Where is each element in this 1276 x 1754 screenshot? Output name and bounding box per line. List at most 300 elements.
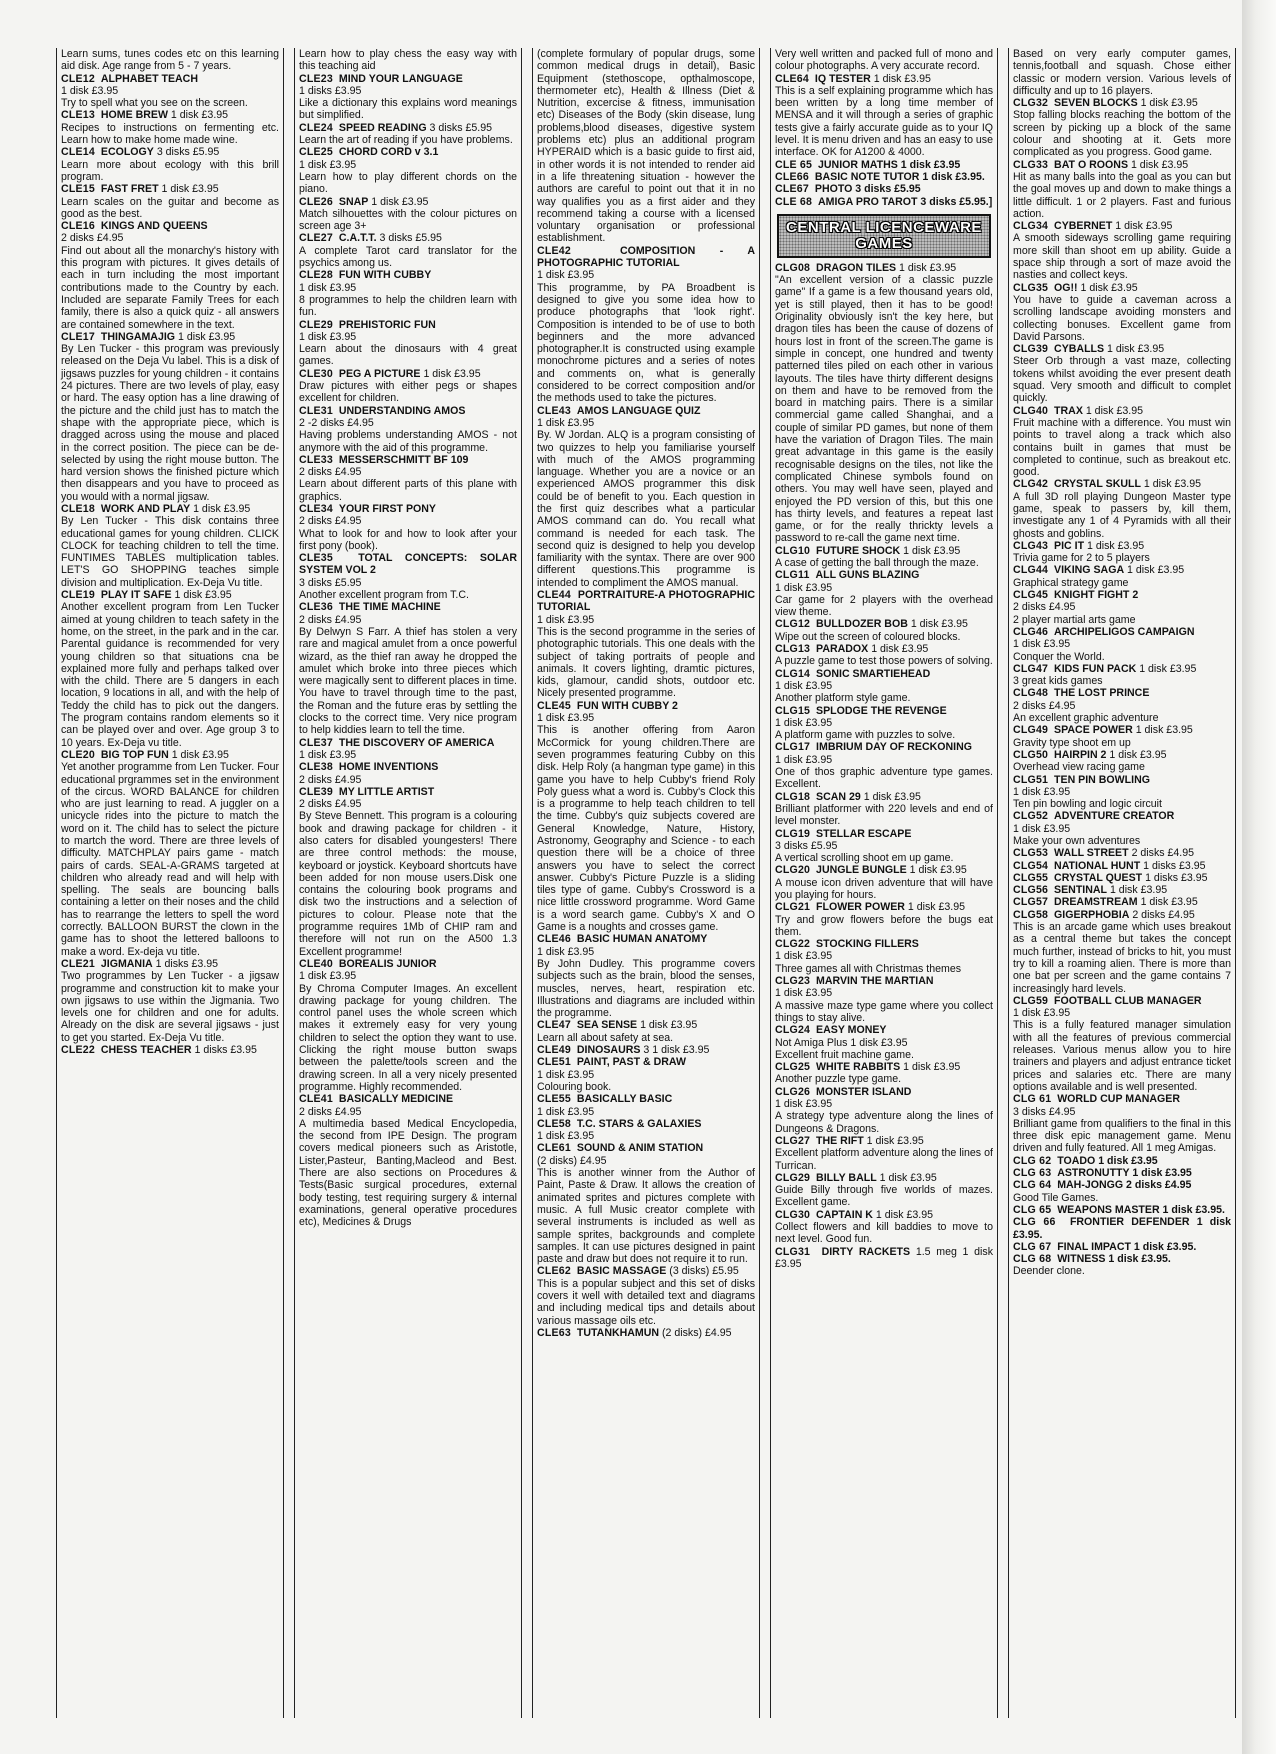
entry-heading bbox=[299, 73, 517, 85]
entry-code: CLG45 bbox=[1013, 589, 1049, 602]
entry-description: By Chroma Computer Images. An excellent drawing package for young children. The control panel uses the whole screen which makes it extremely easy for very young children to select the option they want to use. Clicking the right mouse button swaps between the palette/tools screen and the drawing screen. In all a very nicely presented programme. Highly recommended. bbox=[299, 982, 517, 1093]
entry-heading bbox=[775, 1135, 993, 1147]
entry-description: Ten pin bowling and logic circuit bbox=[1013, 798, 1162, 811]
entry-code: CLG23 bbox=[775, 975, 811, 988]
entry-description: Wipe out the screen of coloured blocks. bbox=[775, 630, 961, 643]
entry-description: Colouring book. bbox=[537, 1080, 612, 1093]
entry-info: 2 disks £4.95 bbox=[299, 613, 362, 626]
entry-info: 1 disk £3.95 bbox=[1109, 884, 1168, 897]
entry-heading bbox=[61, 146, 279, 158]
catalogue-entry bbox=[1013, 896, 1231, 908]
entry-code: CLE62 bbox=[537, 1265, 571, 1278]
catalogue-entry bbox=[537, 933, 755, 1019]
entry-title: SPEED READING bbox=[338, 121, 427, 134]
catalogue-entry bbox=[1013, 478, 1231, 539]
entry-heading bbox=[537, 1056, 755, 1068]
entry-info: 2 disks £4.95 bbox=[299, 1105, 362, 1118]
entry-title: THE TIME MACHINE bbox=[338, 601, 441, 614]
entry-description: Learn more about ecology with this brill program. bbox=[61, 158, 279, 183]
entry-title: THE DISCOVERY OF AMERICA bbox=[338, 736, 495, 749]
entry-code: CLG56 bbox=[1013, 884, 1049, 897]
entry-info: 1 disk £3.95 bbox=[875, 1208, 934, 1221]
entry-info: 1 disk £3.95 bbox=[423, 367, 481, 380]
entry-title: FINAL IMPACT 1 disk £3.95. bbox=[1057, 1240, 1197, 1253]
entry-description: You have to guide a caveman across a scrolling landscape avoiding monsters and collecting bonuses. Excellent game from David Parsons. bbox=[1013, 293, 1231, 343]
entry-info: 2 disks £4.95 bbox=[299, 515, 362, 528]
entry-description: Car game for 2 players with the overhead view theme. bbox=[775, 593, 993, 619]
catalogue-entry bbox=[1013, 626, 1231, 663]
entry-code: CLE29 bbox=[299, 318, 333, 331]
entry-info: 1 disk £3.95 bbox=[1115, 220, 1173, 233]
entry-heading bbox=[61, 749, 279, 761]
entry-title: DIRTY RACKETS bbox=[821, 1245, 911, 1258]
entry-info: 1 disk £3.95 bbox=[61, 84, 119, 97]
entry-heading bbox=[1013, 1216, 1231, 1241]
entry-code: CLE31 bbox=[299, 404, 333, 417]
catalogue-entry bbox=[1013, 1093, 1231, 1154]
entry-heading bbox=[1013, 663, 1231, 675]
entry-title: IMBRIUM DAY OF RECKONING bbox=[816, 741, 973, 754]
entry-heading bbox=[775, 159, 993, 171]
entry-code: CLG 61 bbox=[1013, 1093, 1052, 1106]
entry-heading bbox=[1013, 774, 1231, 786]
entry-code: CLG 68 bbox=[1013, 1253, 1052, 1266]
entry-description: Good Tile Games. bbox=[1013, 1191, 1099, 1204]
entry-title: FAST FRET bbox=[100, 183, 159, 196]
entry-heading bbox=[299, 232, 517, 244]
entry-heading bbox=[1013, 896, 1231, 908]
entry-description: Learn about the dinosaurs with 4 great games. bbox=[299, 343, 517, 368]
entry-heading bbox=[1013, 220, 1231, 232]
entry-description: Learn about different parts of this plane with graphics. bbox=[299, 478, 517, 503]
entry-info: 1 disk £3.95 bbox=[775, 581, 833, 594]
entry-description: Deender clone. bbox=[1013, 1265, 1085, 1278]
entry-heading bbox=[1013, 1179, 1231, 1191]
catalogue-entry bbox=[61, 109, 279, 146]
entry-heading bbox=[1013, 343, 1231, 355]
entry-code: CLG30 bbox=[775, 1208, 811, 1221]
entry-title: CRYSTAL SKULL bbox=[1054, 478, 1141, 491]
entry-description: By Steve Bennett. This program is a colouring book and drawing package for children - it also caters for disabled youngesters! There are three control methods: the mouse, keyboard or joystick. Keyboard shortcuts have been added for non mouse users.Disk one contains the colouring book programs and disk two the instructions and a selection of pictures to colour. Please note that the programme requires 1Mb of CHIP ram and therefore will not run on the A500 1.3 Excellent programme! bbox=[299, 810, 517, 958]
catalogue-entry bbox=[1013, 847, 1231, 859]
entry-info: 1 disk £3.95 bbox=[1080, 281, 1138, 294]
entry-title: BAT O ROONS bbox=[1054, 158, 1129, 171]
entry-info: 1 disk £3.95 bbox=[903, 544, 961, 557]
entry-title: AMIGA PRO TAROT 3 disks £5.95.] bbox=[818, 195, 993, 208]
entry-description: One of thos graphic adventure type games. Excellent. bbox=[775, 766, 993, 791]
entry-title: SPACE POWER bbox=[1054, 724, 1133, 737]
catalogue-entry bbox=[1013, 995, 1231, 1093]
entry-title: T.C. STARS & GALAXIES bbox=[576, 1117, 702, 1130]
entry-title: EASY MONEY bbox=[816, 1024, 887, 1037]
entry-description: This is an arcade game which uses breakout as a central theme but takes the concept much further, instead of bricks to hit, you must try to kill a roaming alien. There is more than one bat per screen and the game contains 7 increasingly hard levels. bbox=[1013, 921, 1231, 995]
entry-info: 1 disk £3.95 bbox=[1085, 404, 1143, 417]
entry-description: Recipes to instructions on fermenting etc. Learn how to make home made wine. bbox=[61, 121, 279, 147]
entry-description: Make your own adventures bbox=[1013, 835, 1141, 847]
entry-code: CLE26 bbox=[299, 195, 333, 208]
entry-description: A puzzle game to test those powers of solving. bbox=[775, 655, 993, 668]
entry-description: A complete Tarot card translator for the psychics among us. bbox=[299, 244, 517, 270]
catalogue-entry bbox=[1013, 1179, 1231, 1204]
entry-heading bbox=[537, 245, 755, 270]
entry-heading bbox=[299, 786, 517, 798]
entry-title: KINGS AND QUEENS bbox=[100, 220, 208, 233]
entry-description: Steer Orb through a vast maze, collecting tokens whilst avoiding the ever present death squad. Very smooth and difficult to complet quickly. bbox=[1013, 355, 1231, 405]
catalogue-entry bbox=[299, 958, 517, 1093]
catalogue-entry bbox=[61, 73, 279, 110]
entry-heading bbox=[1013, 810, 1231, 822]
entry-heading bbox=[1013, 478, 1231, 490]
entry-code: CLE13 bbox=[61, 109, 95, 122]
entry-title: UNDERSTANDING AMOS bbox=[338, 404, 466, 417]
entry-code: CLG53 bbox=[1013, 847, 1049, 860]
entry-code: CLG47 bbox=[1013, 662, 1049, 675]
entry-title: PORTRAITURE-A PHOTOGRAPHIC TUTORIAL bbox=[537, 589, 755, 614]
entry-title: BIG TOP FUN bbox=[100, 748, 169, 761]
entry-code: CLE12 bbox=[61, 72, 95, 85]
entry-info: 1 disk £3.95 bbox=[1140, 97, 1198, 110]
entry-info: 1 disk £3.95 bbox=[879, 1171, 937, 1184]
entry-code: CLG14 bbox=[775, 667, 811, 680]
entry-info: 1 disk £3.95 bbox=[299, 970, 357, 983]
entry-code: CLG20 bbox=[775, 864, 811, 877]
entry-code: CLG24 bbox=[775, 1024, 811, 1037]
entry-heading bbox=[299, 269, 517, 281]
entry-title: C.A.T.T. bbox=[338, 232, 377, 245]
entry-description: Another puzzle type game. bbox=[775, 1073, 902, 1086]
catalogue-entry bbox=[775, 183, 993, 195]
entry-description: Three games all with Christmas themes bbox=[775, 962, 962, 975]
entry-info: 3 disks £5.95 bbox=[775, 839, 838, 852]
catalogue-entry bbox=[775, 828, 993, 865]
entry-info: 1 disk £3.95 bbox=[1140, 896, 1198, 909]
catalogue-entry bbox=[775, 1086, 993, 1135]
entry-info: 3 disks £5.95 bbox=[379, 232, 442, 245]
entry-code: CLG57 bbox=[1013, 896, 1049, 909]
entry-info: 1 disk £3.95 bbox=[1109, 748, 1167, 761]
entry-code: CLG 64 bbox=[1013, 1179, 1052, 1192]
catalogue-entry bbox=[1013, 48, 1231, 97]
entry-description: This programme, by PA Broadbent is designed to give you some idea how to produce photographs that 'look right'. Composition is intended to be of use to both beginners and the more advanced photographer.It is constructed using example monochrome pictures and a series of notes and comments on, what is generally considered to be correct composition and/or the methods used to take the pictures. bbox=[537, 281, 755, 405]
entry-info: 1 disk £3.95 bbox=[775, 1098, 833, 1111]
entry-title: SENTINAL bbox=[1054, 884, 1108, 897]
entry-description: A smooth sideways scrolling game requiring more skill than shoot em up ability. Guide a space ship through a sort of maze avoid the nasties and collect keys. bbox=[1013, 232, 1231, 282]
entry-heading bbox=[1013, 1241, 1231, 1253]
entry-info: 1 disk £3.95 bbox=[775, 950, 833, 963]
entry-code: CLE18 bbox=[61, 502, 95, 515]
entry-heading bbox=[1013, 564, 1231, 576]
entry-title: PEG A PICTURE bbox=[338, 367, 421, 380]
catalogue-entry bbox=[1013, 564, 1231, 589]
entry-heading bbox=[1013, 724, 1231, 736]
page-edge bbox=[1242, 0, 1276, 1754]
entry-code: CLG19 bbox=[775, 827, 811, 840]
entry-info: 3 1 disk £3.95 bbox=[643, 1044, 710, 1057]
entry-heading bbox=[1013, 1204, 1231, 1216]
entry-title: FRONTIER DEFENDER 1 disk £3.95. bbox=[1013, 1216, 1232, 1241]
entry-title: HOME INVENTIONS bbox=[338, 761, 439, 774]
entry-title: CHESS TEACHER bbox=[100, 1044, 192, 1057]
entry-info: 1 disk £3.95 bbox=[161, 183, 219, 196]
catalogue-entry bbox=[299, 761, 517, 786]
entry-heading bbox=[775, 262, 993, 274]
entry-heading bbox=[299, 737, 517, 749]
entry-title: BASICALLY MEDICINE bbox=[338, 1093, 454, 1106]
entry-code: CLE17 bbox=[61, 330, 95, 343]
entry-code: CLE41 bbox=[299, 1093, 333, 1106]
catalogue-entry bbox=[775, 1246, 993, 1271]
catalogue-entry bbox=[1013, 749, 1231, 774]
entry-code: CLE42 bbox=[537, 244, 571, 257]
entry-code: CLG22 bbox=[775, 938, 811, 951]
entry-info: 1 disk £3.95 bbox=[866, 1134, 924, 1147]
entry-description: This is the second programme in the series of photographic tutorials. This one deals with the subject of taking portraits of people and animals. It covers lighting, dramtic pictures, kids, glamour, candid shots, outdoor etc. Nicely presented programme. bbox=[537, 625, 755, 700]
entry-info: 1 disk £3.95 bbox=[537, 945, 595, 958]
entry-title: IQ TESTER bbox=[814, 72, 871, 85]
entry-info: 1 disk £3.95 bbox=[537, 1068, 595, 1081]
entry-code: CLG34 bbox=[1013, 220, 1049, 233]
catalogue-entry bbox=[775, 618, 993, 643]
entry-heading bbox=[537, 1093, 755, 1105]
entry-title: WORLD CUP MANAGER bbox=[1057, 1093, 1180, 1106]
entry-info: 1 disk £3.95 bbox=[775, 716, 833, 729]
entry-code: CLE61 bbox=[537, 1142, 571, 1155]
entry-code: CLG11 bbox=[775, 569, 810, 582]
entry-heading bbox=[299, 122, 517, 134]
catalogue-entry bbox=[775, 975, 993, 1024]
entry-heading bbox=[61, 589, 279, 601]
entry-description: A full 3D roll playing Dungeon Master type game, speak to passers by, kill them, investigate any 1 of 4 Pyramids with all their ghosts and goblins. bbox=[1013, 490, 1231, 540]
entry-heading bbox=[299, 146, 517, 158]
entry-description: Brilliant game from qualifiers to the final in this three disk epic management game. Menu driven and fully featured. All 1 meg Amigas. bbox=[1013, 1117, 1231, 1155]
entry-heading bbox=[299, 196, 517, 208]
entry-info: 1 disks £3.95 bbox=[194, 1044, 257, 1057]
entry-title: ALPHABET TEACH bbox=[100, 72, 198, 85]
entry-heading bbox=[775, 545, 993, 557]
entry-title: TUTANKHAMUN bbox=[576, 1326, 660, 1339]
entry-title: THINGAMAJIG bbox=[100, 330, 176, 343]
entry-description: Hit as many balls into the goal as you can but the goal moves up and down to make things a little difficult. 1 or 2 players. Fast and furious action. bbox=[1013, 170, 1231, 220]
entry-code: CLG21 bbox=[775, 901, 811, 914]
catalogue-entry bbox=[1013, 1204, 1231, 1216]
catalogue-entry bbox=[299, 48, 517, 73]
entry-info: 2 disks £4.95 bbox=[299, 466, 362, 479]
entry-title: DREAMSTREAM bbox=[1054, 896, 1138, 909]
entry-heading bbox=[537, 1142, 755, 1154]
entry-code: CLE64 bbox=[775, 72, 809, 85]
entry-info: 1 disks £3.95 bbox=[155, 957, 219, 970]
entry-info: 1 disk £3.95 bbox=[177, 330, 236, 343]
entry-code: CLG18 bbox=[775, 790, 811, 803]
catalogue-entry bbox=[537, 48, 755, 245]
entry-code: CLG29 bbox=[775, 1171, 811, 1184]
entry-heading bbox=[775, 1246, 993, 1271]
catalogue-entry bbox=[537, 1044, 755, 1056]
catalogue-entry bbox=[775, 643, 993, 668]
entry-heading bbox=[299, 958, 517, 970]
entry-title: FUN WITH CUBBY bbox=[338, 269, 432, 282]
catalogue-entry bbox=[537, 405, 755, 589]
entry-title: MESSERSCHMITT BF 109 bbox=[338, 453, 469, 466]
entry-heading bbox=[775, 73, 993, 85]
entry-info: 3 disks £5.95 bbox=[429, 121, 492, 134]
entry-heading bbox=[61, 183, 279, 195]
entry-code: CLG44 bbox=[1013, 564, 1049, 577]
entry-heading bbox=[1013, 1167, 1231, 1179]
entry-info: 1 disk £3.95 bbox=[1013, 638, 1071, 651]
entry-code: CLE19 bbox=[61, 589, 95, 602]
entry-heading bbox=[1013, 1093, 1231, 1105]
entry-code: CLE25 bbox=[299, 146, 333, 159]
entry-title: SNAP bbox=[338, 195, 369, 208]
entry-code: CLE37 bbox=[299, 736, 333, 749]
entry-heading bbox=[775, 618, 993, 630]
catalogue-entry bbox=[1013, 282, 1231, 343]
catalogue-entry bbox=[775, 901, 993, 938]
catalogue-entry bbox=[299, 319, 517, 368]
catalogue-entry bbox=[1013, 589, 1231, 626]
column-3 bbox=[532, 48, 760, 1718]
entry-description: This is a self explaining programme which has been written by a long time member of MENSA and it will through a series of graphic tests give a fairly accurate guide as to your IQ level. It is menu driven and has an easy to use interface. OK for A1200 & 4000. bbox=[775, 84, 993, 159]
entry-info: 1 disks £3.95 bbox=[299, 84, 362, 97]
entry-code: CLG46 bbox=[1013, 625, 1049, 638]
entry-title: NATIONAL HUNT bbox=[1054, 859, 1141, 872]
column-2 bbox=[294, 48, 522, 1718]
entry-heading bbox=[299, 552, 517, 577]
entry-heading bbox=[775, 1086, 993, 1098]
entry-heading bbox=[537, 1327, 755, 1339]
entry-code: CLG49 bbox=[1013, 724, 1049, 737]
catalogue-entry bbox=[775, 569, 993, 618]
entry-heading bbox=[537, 589, 755, 614]
catalogue-entry bbox=[1013, 1216, 1231, 1241]
entry-code: CLE27 bbox=[299, 232, 333, 245]
entry-info: 1 disk £3.95 bbox=[1143, 478, 1202, 491]
entry-info: 2 disks £4.95 bbox=[1013, 699, 1076, 712]
catalogue-entry bbox=[299, 1093, 517, 1228]
entry-description: An excellent graphic adventure bbox=[1013, 712, 1159, 725]
entry-code: CLE49 bbox=[537, 1044, 571, 1057]
entry-info: 1 disk £3.95 bbox=[1130, 158, 1189, 171]
catalogue-entry bbox=[299, 601, 517, 736]
entry-title: SCAN 29 bbox=[816, 790, 861, 803]
entry-heading bbox=[775, 791, 993, 803]
entry-info: 3 disks £4.95 bbox=[1013, 1105, 1076, 1118]
entry-heading bbox=[775, 901, 993, 913]
entry-description: By. W Jordan. ALQ is a program consisting of two quizzes to help you familiarise yourself with much of the AMOS programming language. Whether you are a novice or an experienced AMOS programmer this disk could be of benefit to you. Each question in the first quiz describes what a particular AMOS command can do. You recall what command is needed for each task. The second quiz is designed to help you develop familiarity with the syntax. There are over 900 different questions.This programme is intended to compliment the AMOS manual. bbox=[537, 429, 755, 589]
entry-code: CLG15 bbox=[775, 704, 811, 717]
entry-info: 1 disk £3.95 bbox=[1013, 785, 1071, 798]
entry-heading bbox=[1013, 995, 1231, 1007]
entry-title: OG!! bbox=[1054, 281, 1078, 294]
catalogue-entry bbox=[1013, 343, 1231, 404]
entry-description: A platform game with puzzles to solve. bbox=[775, 729, 956, 742]
entry-title: GIGERPHOBIA bbox=[1054, 908, 1130, 921]
catalogue-entry bbox=[1013, 220, 1231, 281]
entry-title: KIDS FUN PACK bbox=[1054, 662, 1137, 675]
entry-info: 1 disk £3.95 bbox=[1139, 662, 1197, 675]
entry-description: A massive maze type game where you collect things to stay alive. bbox=[775, 999, 993, 1024]
catalogue-entry bbox=[299, 454, 517, 503]
entry-heading bbox=[537, 1044, 755, 1056]
entry-info: 1 disk £3.95 bbox=[909, 864, 967, 877]
entry-description: "An excellent version of a classic puzzle game" If a game is a few thousand years old, yet is still played, then it has to be good! Originality obviously isn't the key here, but dragon tiles has been the cause of dozens of hours lost in front of the screen.The game is simple in concept, one hundred and twenty patterned tiles piled on each other in various layouts. The tiles have thirty different designs on them and have to be removed from the board in matching pairs. There is a similar commercial game called Shanghai, and a couple of similar PD games, but none of them have the variation of Dragon Tiles. The main great advantage in this game is the easily recognisable designs on the tiles, not like the complicated Chinese symbols found on others. You may well have seen, played and enjoyed the PD version of this, but this one has thirty levels, and features a repeat last game, or for the really thrickty levels a password to re-call the game next time. bbox=[775, 274, 993, 545]
entry-heading bbox=[61, 1044, 279, 1056]
entry-title: WITNESS 1 disk £3.95. bbox=[1057, 1253, 1171, 1266]
entry-code: CLG58 bbox=[1013, 908, 1049, 921]
column-5 bbox=[1008, 48, 1236, 1718]
entry-description: By John Dudley. This programme covers subjects such as the brain, blood the senses, muscles, nerves, heart, respiration etc. Illustrations and diagrams are included within the programme. bbox=[537, 957, 755, 1020]
entry-code: CLE67 bbox=[775, 183, 809, 196]
entry-code: CLE44 bbox=[537, 589, 571, 602]
entry-heading bbox=[1013, 282, 1231, 294]
entry-info: 1 disk £3.95 bbox=[899, 261, 957, 274]
entry-title: SEA SENSE bbox=[576, 1019, 638, 1032]
entry-code: CLE28 bbox=[299, 269, 333, 282]
entry-heading bbox=[61, 503, 279, 515]
entry-description: This is a popular subject and this set of disks covers it well with detailed text and diagrams and including medical tips and details about various massage oils etc. bbox=[537, 1277, 755, 1327]
entry-info: 1 disk £3.95 bbox=[299, 330, 357, 343]
entry-code: CLE20 bbox=[61, 748, 95, 761]
entry-code: CLG 65 bbox=[1013, 1203, 1052, 1216]
entry-title: PAINT, PAST & DRAW bbox=[576, 1056, 686, 1069]
entry-code: CLE63 bbox=[537, 1326, 571, 1339]
entry-title: ASTRONUTTY 1 disk £3.95 bbox=[1057, 1167, 1192, 1180]
entry-description: What to look for and how to look after your first pony (book). bbox=[299, 527, 517, 552]
entry-description: Like a dictionary this explains word meanings but simplified. bbox=[299, 97, 517, 122]
entry-description: Match silhouettes with the colour pictures on screen age 3+ bbox=[299, 207, 517, 233]
entry-title: FUN WITH CUBBY 2 bbox=[576, 699, 678, 712]
entry-description: Graphical strategy game bbox=[1013, 576, 1129, 589]
entry-code: CLE33 bbox=[299, 453, 333, 466]
entry-info: (2 disks) £4.95 bbox=[662, 1326, 732, 1339]
entry-title: FLOWER POWER bbox=[816, 901, 905, 914]
catalogue-entry bbox=[1013, 774, 1231, 811]
entry-title: PIC IT bbox=[1054, 539, 1085, 552]
entry-info: 2 disks £4.95 bbox=[1132, 908, 1195, 921]
column-1 bbox=[56, 48, 284, 1718]
entry-title: MAH-JONGG 2 disks £4.95 bbox=[1057, 1179, 1192, 1192]
entry-code: CLE51 bbox=[537, 1056, 571, 1069]
catalogue-entry bbox=[775, 159, 993, 171]
entry-heading bbox=[299, 1093, 517, 1105]
section-banner-line2: GAMES bbox=[855, 234, 913, 252]
entry-title: ECOLOGY bbox=[100, 146, 154, 159]
entry-description: Trivia game for 2 to 5 players bbox=[1013, 552, 1150, 565]
entry-info: 1 disks £3.95 bbox=[1145, 871, 1208, 884]
catalogue-entry bbox=[1013, 884, 1231, 896]
entry-title: THE LOST PRINCE bbox=[1054, 687, 1150, 700]
catalogue-entry bbox=[299, 368, 517, 405]
entry-title: BASIC MASSAGE bbox=[576, 1265, 667, 1278]
entry-description: By Len Tucker - this program was previously released on the Deja Vu label. This is a disk of jigsaws puzzles for young children - it contains 24 pictures. There are two levels of play, easy or hard. The easy option has a line drawing of the picture and the child just has to match the shape with the appropriate piece, which is dragged across using the mouse and placed in the correct position. The piece can be de-selected by using the right mouse button. The hard version shows the finished picture which then disappears and you have to proceed as you would with a normal jigsaw. bbox=[61, 343, 279, 503]
entry-info: 1 disk £3.95 bbox=[174, 589, 232, 602]
entry-heading bbox=[61, 958, 279, 970]
catalogue-entry bbox=[299, 146, 517, 195]
entry-code: CLG48 bbox=[1013, 687, 1049, 700]
entry-info: 1 disk £3.95 bbox=[1013, 1007, 1071, 1020]
entry-title: DINOSAURS bbox=[576, 1044, 641, 1057]
entry-description: A vertical scrolling shoot em up game. bbox=[775, 852, 954, 865]
entry-info: 1 disk £3.95 bbox=[299, 158, 357, 171]
entry-heading bbox=[1013, 159, 1231, 171]
entry-heading bbox=[775, 643, 993, 655]
entry-title: PLAY IT SAFE bbox=[100, 589, 172, 602]
entry-title: CHORD CORD v 3.1 bbox=[338, 146, 439, 159]
entry-code: CLG33 bbox=[1013, 158, 1049, 171]
entry-heading bbox=[61, 220, 279, 232]
catalogue-entry bbox=[775, 545, 993, 570]
